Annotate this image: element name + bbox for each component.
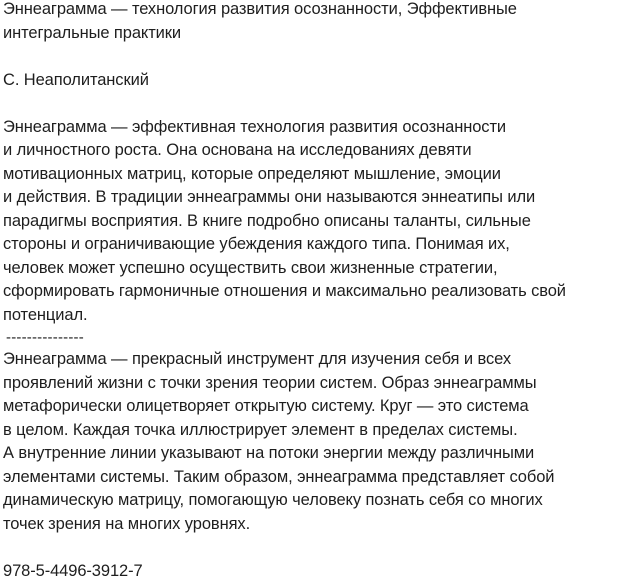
text-line: стороны и ограничивающие убеждения каждого типа. Понимая их,	[3, 233, 631, 257]
text-line: человек может успешно осуществить свои жизненные стратегии,	[3, 257, 631, 281]
description-paragraph-1	[3, 116, 631, 328]
text-line: точек зрения на многих уровнях.	[3, 513, 631, 537]
book-title	[3, 0, 631, 45]
spacer	[3, 92, 631, 116]
text-line: элементами системы. Таким образом, эннеаграмма представляет собой	[3, 466, 631, 490]
title-line: Эннеаграмма — технология развития осознанности, Эффективные	[3, 0, 631, 22]
isbn: 978-5-4496-3912-7	[3, 560, 631, 583]
text-line: Эннеаграмма — эффективная технология развития осознанности	[3, 116, 631, 140]
text-line: потенциал.	[3, 304, 631, 328]
separator: ---------------	[3, 327, 631, 348]
description-paragraph-2	[3, 348, 631, 536]
text-line: метафорически олицетворяет открытую систему. Круг — это система	[3, 395, 631, 419]
title-line: интегральные практики	[3, 22, 631, 46]
spacer	[3, 536, 631, 560]
author: С. Неаполитанский	[3, 69, 631, 93]
text-line: в целом. Каждая точка иллюстрирует элемент в пределах системы.	[3, 419, 631, 443]
text-line: Эннеаграмма — прекрасный инструмент для изучения себя и всех	[3, 348, 631, 372]
text-line: и личностного роста. Она основана на исследованиях девяти	[3, 139, 631, 163]
text-line: динамическую матрицу, помогающую человеку познать себя со многих	[3, 489, 631, 513]
spacer	[3, 45, 631, 69]
text-line: мотивационных матриц, которые определяют мышление, эмоции	[3, 163, 631, 187]
text-line: парадигмы восприятия. В книге подробно описаны таланты, сильные	[3, 210, 631, 234]
text-line: А внутренние линии указывают на потоки энергии между различными	[3, 442, 631, 466]
text-line: и действия. В традиции эннеаграммы они называются эннеатипы или	[3, 186, 631, 210]
text-line: сформировать гармоничные отношения и максимально реализовать свой	[3, 280, 631, 304]
document	[3, 0, 631, 583]
text-line: проявлений жизни с точки зрения теории систем. Образ эннеаграммы	[3, 372, 631, 396]
